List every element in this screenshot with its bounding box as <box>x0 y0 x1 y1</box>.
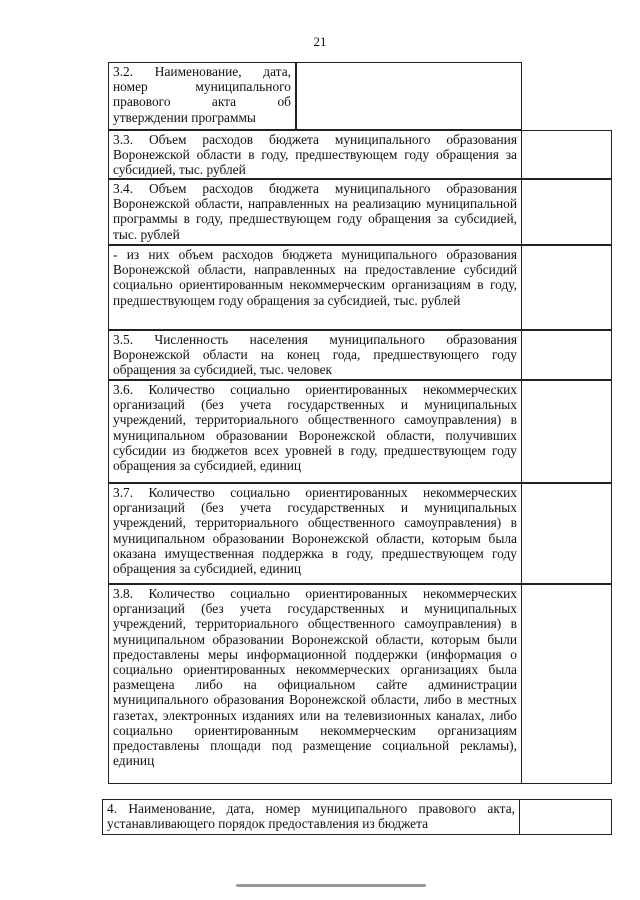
value-column-3-4-sub[interactable] <box>521 245 612 330</box>
row-text: 3.6. Количество социально ориентированных некоммерческих организаций (без учета государственных и муниципальных учреждений, территориального общественного самоуправления) в муниципальном образовании Воронежской области, получивших субсидии из бюджетов всех уровней в году, предшествующем году обращения за субсидией, единиц <box>113 382 517 474</box>
row-text: - из них объем расходов бюджета муниципального образования Воронежской области, направленных на предоставление субсидий социально ориентированным некоммерческим организациям в году, предшествующем году обращения за субсидией, тыс. рублей <box>113 247 517 308</box>
row-text: 3.4. Объем расходов бюджета муниципального образования Воронежской области, направленных на реализацию муниципальной программы в году, предшествующем году обращения за субсидией, тыс. рублей <box>113 181 517 242</box>
table-row-3-4-sub-label <box>108 245 522 330</box>
table-row-3-2-value[interactable] <box>296 62 522 130</box>
scan-artifact <box>236 884 426 887</box>
row-text: 3.7. Количество социально ориентированных некоммерческих организаций (без учета государственных и муниципальных учреждений, территориального общественного самоуправления) в муниципальном образовании Воронежской области, которым была оказана имущественная поддержка в году, предшествующем году обращения за субсидией, единиц <box>113 485 517 577</box>
row-text: 3.8. Количество социально ориентированных некоммерческих организаций (без учета государственных и муниципальных учреждений, территориального общественного самоуправления) в муниципальном образовании Воронежской области, которым были предоставлены меры информационной поддержки (информация о социально ориентированных некоммерческих организациях была размещена либо на официальном сайте администрации муниципального образования Воронежской области, либо в местных газетах, электронных изданиях или на телевизионных каналах, либо социально ориентированным некоммерческим организациям предоставлены площади под размещение социальной рекламы), единиц <box>113 586 517 769</box>
row-text: 3.5. Численность населения муниципального образования Воронежской области на конец года, предшествующего году обращения за субсидией, тыс. человек <box>113 332 517 378</box>
table-row-3-5-label <box>108 330 522 380</box>
table-row-3-4-label <box>108 179 522 245</box>
table-row-4-label <box>102 799 520 835</box>
value-column-3-7[interactable] <box>521 483 612 584</box>
page-number: 21 <box>313 34 327 49</box>
table-row-4-value[interactable] <box>519 799 612 835</box>
value-column-3-3[interactable] <box>521 130 612 179</box>
row-text: 4. Наименование, дата, номер муниципального правового акта, устанавливающего порядок предоставления из бюджета <box>107 801 515 832</box>
row-text: 3.2. Наименование, дата, номер муниципального правового акта об утверждении программы <box>113 64 291 125</box>
value-column-3-8[interactable] <box>521 584 612 784</box>
table-row-3-6-label <box>108 380 522 483</box>
value-column-3-4[interactable] <box>521 179 612 245</box>
table-row-3-3-label <box>108 130 522 179</box>
value-column-3-5[interactable] <box>521 330 612 380</box>
table-row-3-7-label <box>108 483 522 584</box>
value-column-3-6[interactable] <box>521 380 612 483</box>
table-row-3-2-label <box>108 62 296 130</box>
row-text: 3.3. Объем расходов бюджета муниципального образования Воронежской области в году, предшествующем году обращения за субсидией, тыс. рублей <box>113 132 517 178</box>
table-row-3-8-label <box>108 584 522 784</box>
